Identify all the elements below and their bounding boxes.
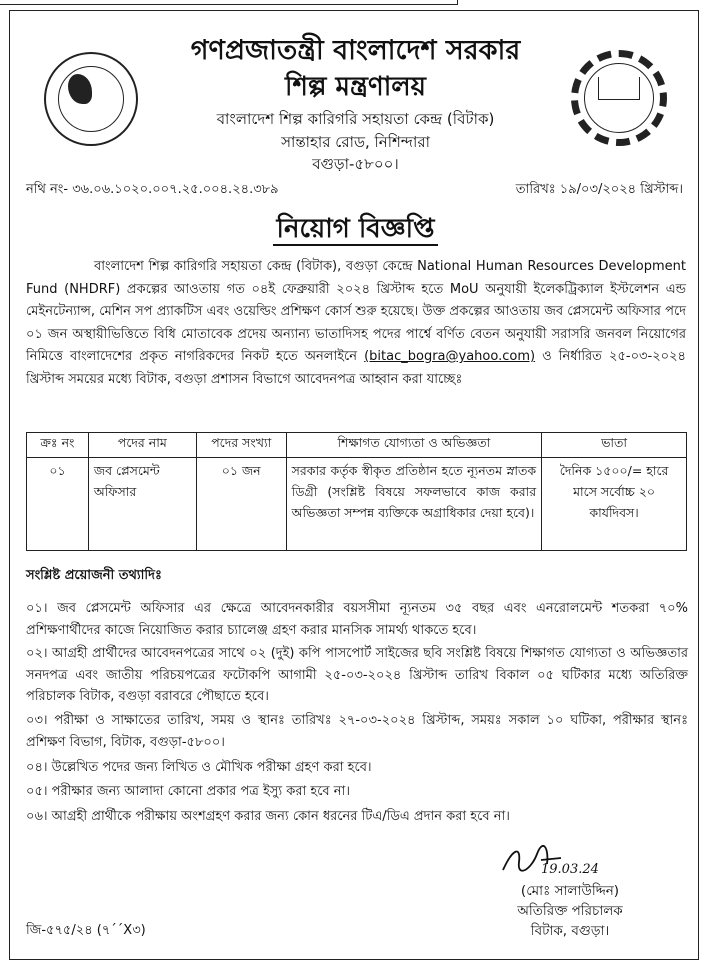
cell-count: ০১ জন xyxy=(196,458,286,551)
th-post: পদের নাম xyxy=(88,433,196,458)
notice-title xyxy=(0,208,711,252)
office-road: সান্তাহার রোড, নিশিন্দারা xyxy=(281,133,430,151)
info-item-4: ০৪। উল্লেখিত পদের জন্য লিখিত ও মৌখিক পরীক্ষা গ্রহণ করা হবে। xyxy=(26,760,372,775)
cell-post: জব প্লেসমেন্ট অফিসার xyxy=(88,458,196,551)
ministry-title: শিল্প মন্ত্রণালয় xyxy=(285,72,426,102)
cell-serial: ০১ xyxy=(27,458,89,551)
signatory-designation: অতিরিক্ত পরিচালক xyxy=(517,903,623,919)
signatory-office: বিটাক, বগুড়া। xyxy=(530,923,610,939)
ad-code: জি-৫৭৫/২৪ (৭´´X৩) xyxy=(26,923,146,938)
th-allowance: ভাতা xyxy=(542,433,687,458)
table-header-row xyxy=(27,433,687,458)
notice-title-text: নিয়োগ বিজ্ঞপ্তি xyxy=(273,214,439,246)
office-name: বাংলাদেশ শিল্প কারিগরি সহায়তা কেন্দ্র (বিটাক) xyxy=(216,110,495,128)
th-count: পদের সংখ্যা xyxy=(196,433,286,458)
signatory-name: (মোঃ সালাউদ্দিন) xyxy=(520,883,620,899)
intro-end: ও নির্ধারিত ২৫-০৩-২০২৪ খ্রিস্টাব্দ সময়ের মধ্যে বিটাক, বগুড়া প্রশাসন বিভাগে আবেদনপত্র আহ্বান করা যাচ্ছেঃ xyxy=(26,349,686,387)
memo-date: তারিখঃ ১৯/০৩/২০২৪ খ্রিস্টাব্দ। xyxy=(515,182,683,197)
government-title: গণপ্রজাতন্ত্রী বাংলাদেশ সরকার xyxy=(190,35,521,66)
info-item-3: ০৩। পরীক্ষা ও সাক্ষাতের তারিখ, সময় ও স্থানঃ তারিখঃ ২৭-০৩-২০২৪ খ্রিস্টাব্দ, সময়ঃ সকাল ১০ ঘটিকা, পরীক্ষার স্থানঃ প্রশিক্ষণ বিভাগ, বিটাক, বগুড়া-৫৮০০। xyxy=(26,713,688,750)
cell-qualification: সরকার কর্তৃক স্বীকৃত প্রতিষ্ঠান হতে ন্যূনতম স্নাতক ডিগ্রী (সংশ্লিষ্ট বিষয়ে সফলভাবে কাজ করার অভিজ্ঞতা সম্পন্ন ব্যক্তিকে অগ্রাধিকার দেয়া হবে)। xyxy=(286,458,542,551)
info-heading: সংশ্লিষ্ট প্রয়োজনী তথ্যাদিঃ xyxy=(26,568,162,583)
intro-email[interactable]: (bitac_bogra@yahoo.com) xyxy=(364,349,536,364)
cell-allowance: দৈনিক ১৫০০/= হারে মাসে সর্বোচ্চ ২০ কার্যদিবস। xyxy=(542,458,687,551)
memo-number: নথি নং- ৩৬.০৬.১০২০.০০৭.২৫.০০৪.২৪.৩৮৯ xyxy=(26,182,279,197)
info-item-2: ০২। আগ্রহী প্রার্থীদের আবেদনপত্রের সাথে ০২ (দুই) কপি পাসপোর্ট সাইজের ছবি সংশ্লিষ্ট বিষয়ে শিক্ষাগত যোগ্যতা ও অভিজ্ঞতার সনদপত্র এবং জাতীয় পরিচয়পত্রের ফটোকপি আগামী ২৫-০৩-২০২৪ খ্রিস্টাব্দ তারিখ বিকাল ০৫ ঘটিকার মধ্যে অতিরিক্ত পরিচালক বিটাক, বগুড়া বরাবরে পৌছাতে হবে। xyxy=(26,646,688,704)
intro-text: বাংলাদেশ শিল্প কারিগরি সহায়তা কেন্দ্র (বিটাক), বগুড়া কেন্দ্রে National Human Resources Development Fund (NHDRF) প্রকল্পের আওতায় গত ০৪ই ফেব্রুয়ারী ২০২৪ খ্রিস্টাব্দ হতে MoU অনুযায়ী ইলেকট্রিক্যাল ইস্টলেশন এন্ড মেইনটেন্যান্স, মেশিন সপ প্র্যাকটিস এবং ওয়েল্ডিং প্রশিক্ষণ কোর্স শুরু হয়েছে। উক্ত প্রকল্পের আওতায় জব প্লেসমেন্ট অফিসার পদে ০১ জন অস্থায়ীভিত্তিতে বিধি মোতাবেক প্রদেয় অন্যান্য ভাতাদিসহ পদের পার্শ্বে বর্ণিত বেতন অনুযায়ী সরাসরি জনবল নিয়োগের নিমিত্তে বাংলাদেশের প্রকৃত নাগরিকদের নিকট হতে অনলাইনে xyxy=(26,259,686,364)
intro-paragraph xyxy=(26,256,686,391)
info-item-1: ০১। জব প্লেসমেন্ট অফিসার এর ক্ষেত্রে আবেদনকারীর বয়সসীমা ন্যূনতম ৩৫ বছর এবং এনরোলমেন্ট শতকরা ৭০% প্রশিক্ষণার্থীদের কাজে নিয়োজিত করার চ্যালেঞ্জ গ্রহণ করার মানসিক সামর্থ্য থাকতে হবে। xyxy=(26,601,688,638)
signature-date: 19.03.24 xyxy=(541,862,599,877)
cut-border xyxy=(0,0,458,5)
office-city: বগুড়া-৫৮০০। xyxy=(312,155,399,173)
top-strip xyxy=(0,0,711,8)
table-row xyxy=(27,458,687,551)
th-serial: ক্রঃ নং xyxy=(27,433,89,458)
info-item-5: ০৫। পরীক্ষার জন্য আলাদা কোনো প্রকার পত্র ইস্যু করা হবে না। xyxy=(26,784,350,799)
th-qualification: শিক্ষাগত যোগ্যতা ও অভিজ্ঞতা xyxy=(286,433,542,458)
vacancy-table xyxy=(26,432,687,551)
info-item-6: ০৬। আগ্রহী প্রার্থীকে পরীক্ষায় অংশগ্রহণ করার জন্য কোন ধরনের টিএ/ডিএ প্রদান করা হবে না। xyxy=(26,809,510,824)
